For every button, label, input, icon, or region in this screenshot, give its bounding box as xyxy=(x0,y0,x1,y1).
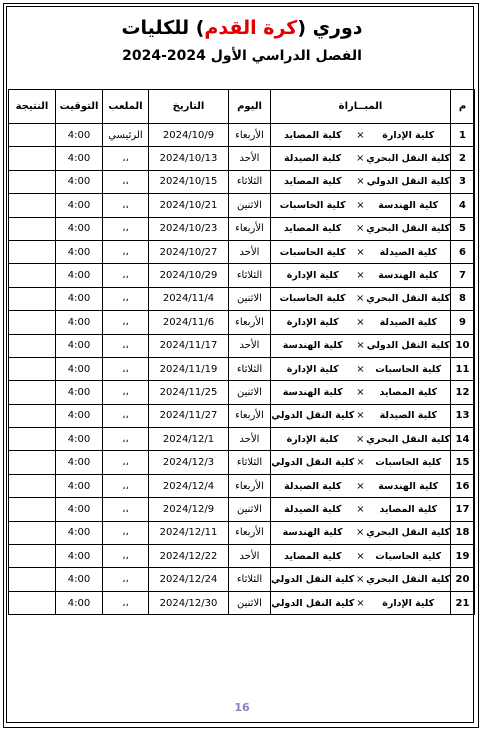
match-venue: ،، xyxy=(103,451,149,474)
home-team: كلية النقل البحري xyxy=(366,153,450,165)
match-time: 4:00 xyxy=(56,498,103,521)
match-venue: ،، xyxy=(103,498,149,521)
table-row xyxy=(9,124,475,147)
table-row xyxy=(9,568,475,591)
match-date: 2024/12/30 xyxy=(149,591,229,614)
match-venue: ،، xyxy=(103,264,149,287)
table-row xyxy=(9,404,475,427)
match-cell xyxy=(271,124,451,147)
match-result xyxy=(9,170,56,193)
away-team: كلية الحاسبات xyxy=(279,246,346,258)
match-number: 9 xyxy=(451,311,475,334)
home-team: كلية الحاسبات xyxy=(375,457,442,469)
table-row xyxy=(9,474,475,497)
match-day: الأربعاء xyxy=(229,521,271,544)
versus-symbol: × xyxy=(355,574,365,586)
away-team: كلية الصيدلة xyxy=(284,480,342,492)
table-row xyxy=(9,311,475,334)
match-day: الاثنين xyxy=(229,287,271,310)
versus-symbol: × xyxy=(356,550,365,562)
versus-symbol: × xyxy=(356,176,365,188)
match-number: 12 xyxy=(451,381,475,404)
match-time: 4:00 xyxy=(56,334,103,357)
home-team: كلية النقل الدولي xyxy=(366,176,450,188)
match-time: 4:00 xyxy=(56,287,103,310)
match-date: 2024/10/21 xyxy=(149,194,229,217)
table-row xyxy=(9,194,475,217)
home-team: كلية المصايد xyxy=(379,386,438,398)
home-team: كلية الحاسبات xyxy=(375,550,442,562)
page-subtitle: الفصل الدراسي الأول 2024-2024 xyxy=(122,48,362,64)
match-time: 4:00 xyxy=(56,451,103,474)
away-team: كلية المصايد xyxy=(283,176,342,188)
match-time: 4:00 xyxy=(56,545,103,568)
match-cell xyxy=(271,334,451,357)
match-day: الأربعاء xyxy=(229,404,271,427)
match-number: 20 xyxy=(451,568,475,591)
match-time: 4:00 xyxy=(56,311,103,334)
away-team: كلية الحاسبات xyxy=(279,199,346,211)
match-venue: ،، xyxy=(103,170,149,193)
match-cell xyxy=(271,568,451,591)
match-result xyxy=(9,147,56,170)
match-date: 2024/10/27 xyxy=(149,240,229,263)
home-team: كلية الإدارة xyxy=(382,129,435,141)
versus-symbol: × xyxy=(355,527,365,539)
match-time: 4:00 xyxy=(56,240,103,263)
match-date: 2024/10/13 xyxy=(149,147,229,170)
match-date: 2024/11/17 xyxy=(149,334,229,357)
match-number: 17 xyxy=(451,498,475,521)
match-cell xyxy=(271,498,451,521)
table-row xyxy=(9,428,475,451)
match-day: الأربعاء xyxy=(229,124,271,147)
match-time: 4:00 xyxy=(56,264,103,287)
match-time: 4:00 xyxy=(56,170,103,193)
match-date: 2024/11/25 xyxy=(149,381,229,404)
match-number: 7 xyxy=(451,264,475,287)
home-team: كلية الهندسة xyxy=(378,480,439,492)
match-time: 4:00 xyxy=(56,474,103,497)
table-row xyxy=(9,287,475,310)
header-venue: الملعب xyxy=(103,90,149,124)
match-venue: ،، xyxy=(103,357,149,380)
away-team: كلية الهندسة xyxy=(282,386,343,398)
versus-symbol: × xyxy=(356,270,365,282)
match-venue: ،، xyxy=(103,194,149,217)
match-result xyxy=(9,568,56,591)
home-team: كلية النقل البحري xyxy=(366,433,450,445)
match-result xyxy=(9,124,56,147)
table-row xyxy=(9,170,475,193)
table-row xyxy=(9,147,475,170)
match-date: 2024/10/29 xyxy=(149,264,229,287)
versus-symbol: × xyxy=(356,503,365,515)
match-cell xyxy=(271,451,451,474)
table-row xyxy=(9,381,475,404)
match-day: الأربعاء xyxy=(229,311,271,334)
away-team: كلية الحاسبات xyxy=(279,293,346,305)
title-accent: كرة القدم xyxy=(204,17,298,39)
match-cell xyxy=(271,381,451,404)
match-date: 2024/12/11 xyxy=(149,521,229,544)
match-number: 11 xyxy=(451,357,475,380)
home-team: كلية النقل البحري xyxy=(366,293,450,305)
table-row xyxy=(9,264,475,287)
match-number: 1 xyxy=(451,124,475,147)
match-number: 3 xyxy=(451,170,475,193)
match-result xyxy=(9,451,56,474)
versus-symbol: × xyxy=(355,433,365,445)
match-result xyxy=(9,498,56,521)
versus-symbol: × xyxy=(356,597,365,609)
match-cell xyxy=(271,170,451,193)
home-team: كلية الهندسة xyxy=(378,270,439,282)
match-venue: ،، xyxy=(103,311,149,334)
match-venue: ،، xyxy=(103,521,149,544)
match-cell xyxy=(271,357,451,380)
match-cell xyxy=(271,521,451,544)
match-venue: الرئيسي xyxy=(103,124,149,147)
match-time: 4:00 xyxy=(56,381,103,404)
match-number: 15 xyxy=(451,451,475,474)
match-venue: ،، xyxy=(103,474,149,497)
match-venue: ،، xyxy=(103,404,149,427)
away-team: كلية المصايد xyxy=(283,129,342,141)
match-venue: ،، xyxy=(103,591,149,614)
schedule-table xyxy=(8,89,475,615)
home-team: كلية الهندسة xyxy=(378,199,439,211)
match-venue: ،، xyxy=(103,217,149,240)
versus-symbol: × xyxy=(356,410,365,422)
versus-symbol: × xyxy=(355,293,365,305)
header-day: اليوم xyxy=(229,90,271,124)
match-day: الثلاثاء xyxy=(229,568,271,591)
away-team: كلية الإدارة xyxy=(286,363,339,375)
versus-symbol: × xyxy=(355,153,365,165)
away-team: كلية الهندسة xyxy=(282,340,343,352)
match-time: 4:00 xyxy=(56,217,103,240)
home-team: كلية النقل البحري xyxy=(366,574,450,586)
header-date: التاريخ xyxy=(149,90,229,124)
match-cell xyxy=(271,240,451,263)
match-date: 2024/10/23 xyxy=(149,217,229,240)
table-row xyxy=(9,240,475,263)
match-time: 4:00 xyxy=(56,357,103,380)
versus-symbol: × xyxy=(356,457,365,469)
match-day: الأحد xyxy=(229,147,271,170)
match-day: الثلاثاء xyxy=(229,357,271,380)
table-row xyxy=(9,451,475,474)
match-time: 4:00 xyxy=(56,147,103,170)
table-row xyxy=(9,591,475,614)
match-cell xyxy=(271,428,451,451)
home-team: كلية النقل البحري xyxy=(366,223,450,235)
away-team: كلية الإدارة xyxy=(286,270,339,282)
match-cell xyxy=(271,194,451,217)
page-number: 16 xyxy=(234,701,250,714)
match-number: 13 xyxy=(451,404,475,427)
match-day: الأربعاء xyxy=(229,474,271,497)
match-number: 16 xyxy=(451,474,475,497)
match-venue: ،، xyxy=(103,428,149,451)
match-cell xyxy=(271,311,451,334)
home-team: كلية المصايد xyxy=(379,503,438,515)
match-result xyxy=(9,240,56,263)
match-time: 4:00 xyxy=(56,521,103,544)
match-time: 4:00 xyxy=(56,194,103,217)
header-time: التوقيت xyxy=(56,90,103,124)
table-header-row xyxy=(9,90,475,124)
match-day: الاثنين xyxy=(229,194,271,217)
home-team: كلية الصيدلة xyxy=(379,316,437,328)
versus-symbol: × xyxy=(355,223,365,235)
match-result xyxy=(9,404,56,427)
match-date: 2024/10/15 xyxy=(149,170,229,193)
match-time: 4:00 xyxy=(56,404,103,427)
match-cell xyxy=(271,474,451,497)
away-team: كلية المصايد xyxy=(283,550,342,562)
match-result xyxy=(9,521,56,544)
match-result xyxy=(9,357,56,380)
match-number: 8 xyxy=(451,287,475,310)
versus-symbol: × xyxy=(356,340,365,352)
away-team: كلية الصيدلة xyxy=(284,503,342,515)
match-number: 10 xyxy=(451,334,475,357)
match-number: 5 xyxy=(451,217,475,240)
match-result xyxy=(9,287,56,310)
match-result xyxy=(9,545,56,568)
away-team: كلية النقل الدولي xyxy=(271,410,355,422)
away-team: كلية الصيدلة xyxy=(283,153,342,165)
table-row xyxy=(9,334,475,357)
match-number: 2 xyxy=(451,147,475,170)
away-team: كلية النقل الدولي xyxy=(271,457,355,469)
match-day: الاثنين xyxy=(229,381,271,404)
away-team: كلية المصايد xyxy=(283,223,342,235)
away-team: كلية الإدارة xyxy=(286,433,339,445)
match-day: الأحد xyxy=(229,428,271,451)
match-date: 2024/10/9 xyxy=(149,124,229,147)
match-result xyxy=(9,311,56,334)
match-number: 14 xyxy=(451,428,475,451)
match-cell xyxy=(271,287,451,310)
match-date: 2024/12/9 xyxy=(149,498,229,521)
match-result xyxy=(9,381,56,404)
home-team: كلية الإدارة xyxy=(382,597,435,609)
page-title xyxy=(0,16,484,40)
match-date: 2024/12/3 xyxy=(149,451,229,474)
match-venue: ،، xyxy=(103,287,149,310)
match-date: 2024/12/4 xyxy=(149,474,229,497)
match-venue: ،، xyxy=(103,240,149,263)
match-venue: ،، xyxy=(103,147,149,170)
match-venue: ،، xyxy=(103,568,149,591)
match-cell xyxy=(271,264,451,287)
title-prefix: دوري ( xyxy=(297,17,363,39)
header-match: المبــاراة xyxy=(271,90,451,124)
match-day: الأربعاء xyxy=(229,217,271,240)
table-row xyxy=(9,357,475,380)
match-date: 2024/11/27 xyxy=(149,404,229,427)
versus-symbol: × xyxy=(356,129,365,141)
match-time: 4:00 xyxy=(56,428,103,451)
match-venue: ،، xyxy=(103,381,149,404)
match-time: 4:00 xyxy=(56,568,103,591)
match-result xyxy=(9,474,56,497)
match-result xyxy=(9,194,56,217)
match-number: 21 xyxy=(451,591,475,614)
table-row xyxy=(9,545,475,568)
match-day: الأحد xyxy=(229,545,271,568)
match-date: 2024/12/1 xyxy=(149,428,229,451)
match-number: 19 xyxy=(451,545,475,568)
away-team: كلية النقل الدولي xyxy=(271,574,355,586)
match-day: الاثنين xyxy=(229,498,271,521)
match-result xyxy=(9,264,56,287)
versus-symbol: × xyxy=(356,480,365,492)
versus-symbol: × xyxy=(356,246,365,258)
home-team: كلية النقل الدولي xyxy=(366,340,450,352)
match-date: 2024/11/19 xyxy=(149,357,229,380)
table-row xyxy=(9,498,475,521)
match-result xyxy=(9,428,56,451)
match-day: الثلاثاء xyxy=(229,264,271,287)
away-team: كلية النقل الدولي xyxy=(271,597,355,609)
match-cell xyxy=(271,147,451,170)
away-team: كلية الإدارة xyxy=(286,316,339,328)
match-date: 2024/11/4 xyxy=(149,287,229,310)
match-cell xyxy=(271,404,451,427)
match-result xyxy=(9,591,56,614)
match-cell xyxy=(271,545,451,568)
match-day: الثلاثاء xyxy=(229,451,271,474)
match-cell xyxy=(271,591,451,614)
match-day: الاثنين xyxy=(229,591,271,614)
versus-symbol: × xyxy=(356,386,365,398)
match-number: 18 xyxy=(451,521,475,544)
title-suffix: ) للكليات xyxy=(121,17,205,39)
match-cell xyxy=(271,217,451,240)
table-row xyxy=(9,217,475,240)
match-number: 4 xyxy=(451,194,475,217)
match-number: 6 xyxy=(451,240,475,263)
table-row xyxy=(9,521,475,544)
match-date: 2024/11/6 xyxy=(149,311,229,334)
match-venue: ،، xyxy=(103,545,149,568)
home-team: كلية الحاسبات xyxy=(375,363,442,375)
header-num: م xyxy=(451,90,475,124)
versus-symbol: × xyxy=(356,316,365,328)
match-day: الأحد xyxy=(229,240,271,263)
away-team: كلية الهندسة xyxy=(282,527,343,539)
match-time: 4:00 xyxy=(56,124,103,147)
match-time: 4:00 xyxy=(56,591,103,614)
home-team: كلية النقل البحري xyxy=(366,527,450,539)
home-team: كلية الصيدلة xyxy=(379,410,437,422)
versus-symbol: × xyxy=(356,199,365,211)
match-result xyxy=(9,334,56,357)
versus-symbol: × xyxy=(356,363,365,375)
match-day: الأحد xyxy=(229,334,271,357)
match-result xyxy=(9,217,56,240)
match-date: 2024/12/22 xyxy=(149,545,229,568)
match-date: 2024/12/24 xyxy=(149,568,229,591)
match-day: الثلاثاء xyxy=(229,170,271,193)
home-team: كلية الصيدلة xyxy=(379,246,437,258)
header-result: النتيجة xyxy=(9,90,56,124)
match-venue: ،، xyxy=(103,334,149,357)
